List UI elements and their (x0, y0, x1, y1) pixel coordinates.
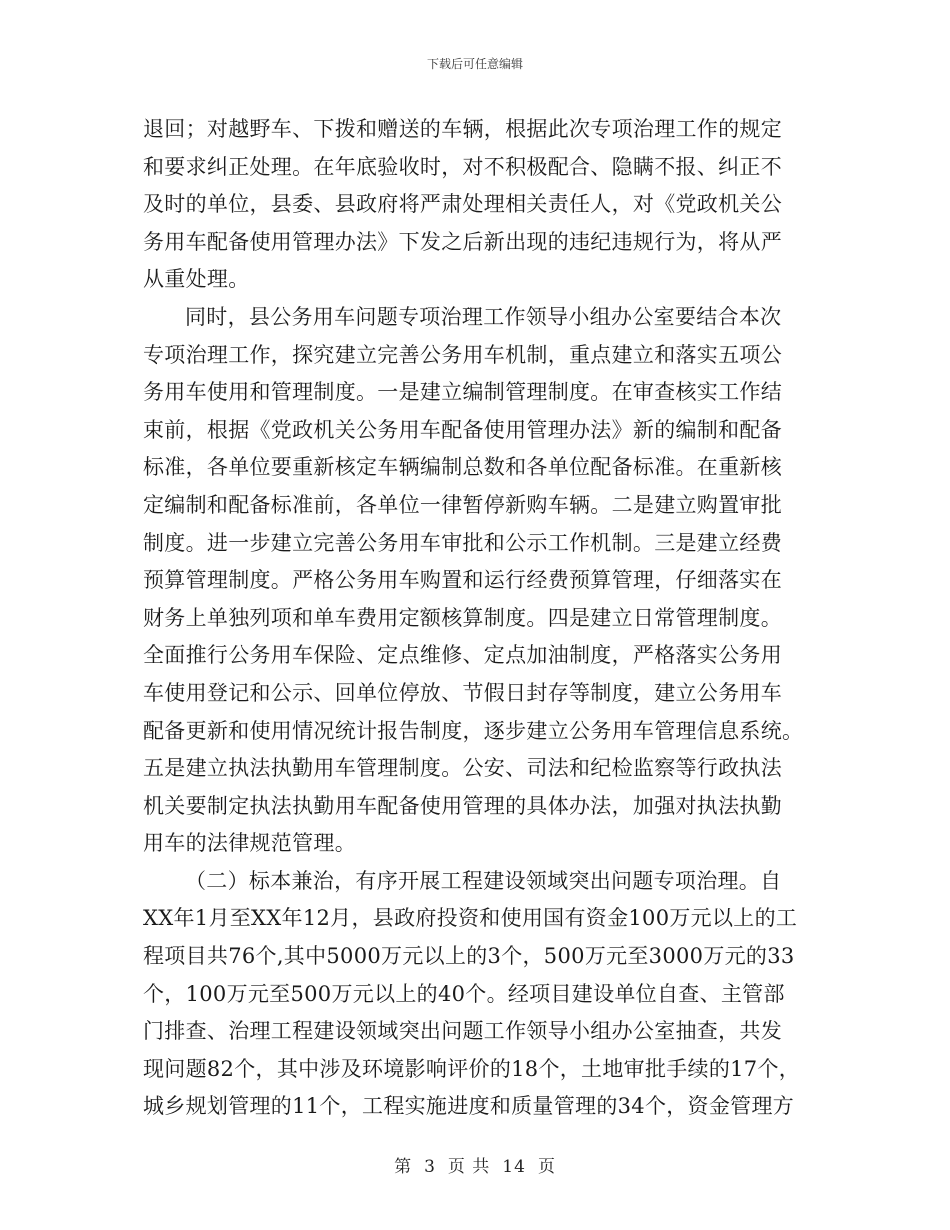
text-line: （二）标本兼治，有序开展工程建设领域突出问题专项治理。自 (185, 868, 782, 893)
text-line: 同时，县公务用车问题专项治理工作领导小组办公室要结合本次 (185, 304, 782, 329)
text-line: 和要求纠正处理。在年底验收时，对不积极配合、隐瞒不报、纠正不 (143, 154, 782, 179)
document-body (143, 111, 803, 1126)
page-total: 14 (502, 1157, 526, 1177)
text-line: 配备更新和使用情况统计报告制度，逐步建立公务用车管理信息系统。 (143, 718, 804, 743)
text-line: 机关要制定执法执勤用车配备使用管理的具体办法，加强对执法执勤 (143, 793, 782, 818)
text-line: 专项治理工作，探究建立完善公务用车机制，重点建立和落实五项公 (143, 342, 782, 367)
text-line: 定编制和配备标准前，各单位一律暂停新购车辆。二是建立购置审批 (143, 492, 782, 517)
text-line: 现问题82个，其中涉及环境影响评价的18个，土地审批手续的17个， (143, 1056, 801, 1081)
text-line: 门排查、治理工程建设领域突出问题工作领导小组办公室抽查，共发 (143, 1019, 782, 1044)
page-label-suffix: 页 (537, 1157, 556, 1177)
text-line: 程项目共76个,其中5000万元以上的3个，500万元至3000万元的33 (143, 944, 795, 969)
page-label-mid: 页 共 (447, 1157, 491, 1177)
text-line: 从重处理。 (143, 267, 250, 292)
text-line: 及时的单位，县委、县政府将严肃处理相关责任人，对《党政机关公 (143, 192, 782, 217)
text-line: 标准，各单位要重新核定车辆编制总数和各单位配备标准。在重新核 (143, 455, 782, 480)
page-label-prefix: 第 (394, 1157, 413, 1177)
text-line: 城乡规划管理的11个，工程实施进度和质量管理的34个，资金管理方 (143, 1094, 795, 1119)
text-line: 预算管理制度。严格公务用车购置和运行经费预算管理，仔细落实在 (143, 568, 782, 593)
text-line: 个，100万元至500万元以上的40个。经项目建设单位自查、主管部 (143, 981, 785, 1006)
text-line: 务用车配备使用管理办法》下发之后新出现的违纪违规行为，将从严 (143, 229, 782, 254)
text-line: 制度。进一步建立完善公务用车审批和公示工作机制。三是建立经费 (143, 530, 782, 555)
text-line: 全面推行公务用车保险、定点维修、定点加油制度，严格落实公务用 (143, 643, 782, 668)
page-footer (0, 1152, 950, 1177)
text-line: 用车的法律规范管理。 (143, 831, 356, 856)
text-line: 束前，根据《党政机关公务用车配备使用管理办法》新的编制和配备 (143, 417, 782, 442)
text-line: 车使用登记和公示、回单位停放、节假日封存等制度，建立公务用车 (143, 680, 782, 705)
text-line: 财务上单独列项和单车费用定额核算制度。四是建立日常管理制度。 (143, 605, 782, 630)
page-current: 3 (424, 1157, 436, 1177)
text-line: 务用车使用和管理制度。一是建立编制管理制度。在审查核实工作结 (143, 380, 782, 405)
text-line: XX年1月至XX年12月，县政府投资和使用国有资金100万元以上的工 (143, 906, 798, 931)
header-note: 下载后可任意编辑 (426, 57, 523, 71)
text-line: 五是建立执法执勤用车管理制度。公安、司法和纪检监察等行政执法 (143, 756, 782, 781)
text-line: 退回；对越野车、下拨和赠送的车辆，根据此次专项治理工作的规定 (143, 117, 782, 141)
